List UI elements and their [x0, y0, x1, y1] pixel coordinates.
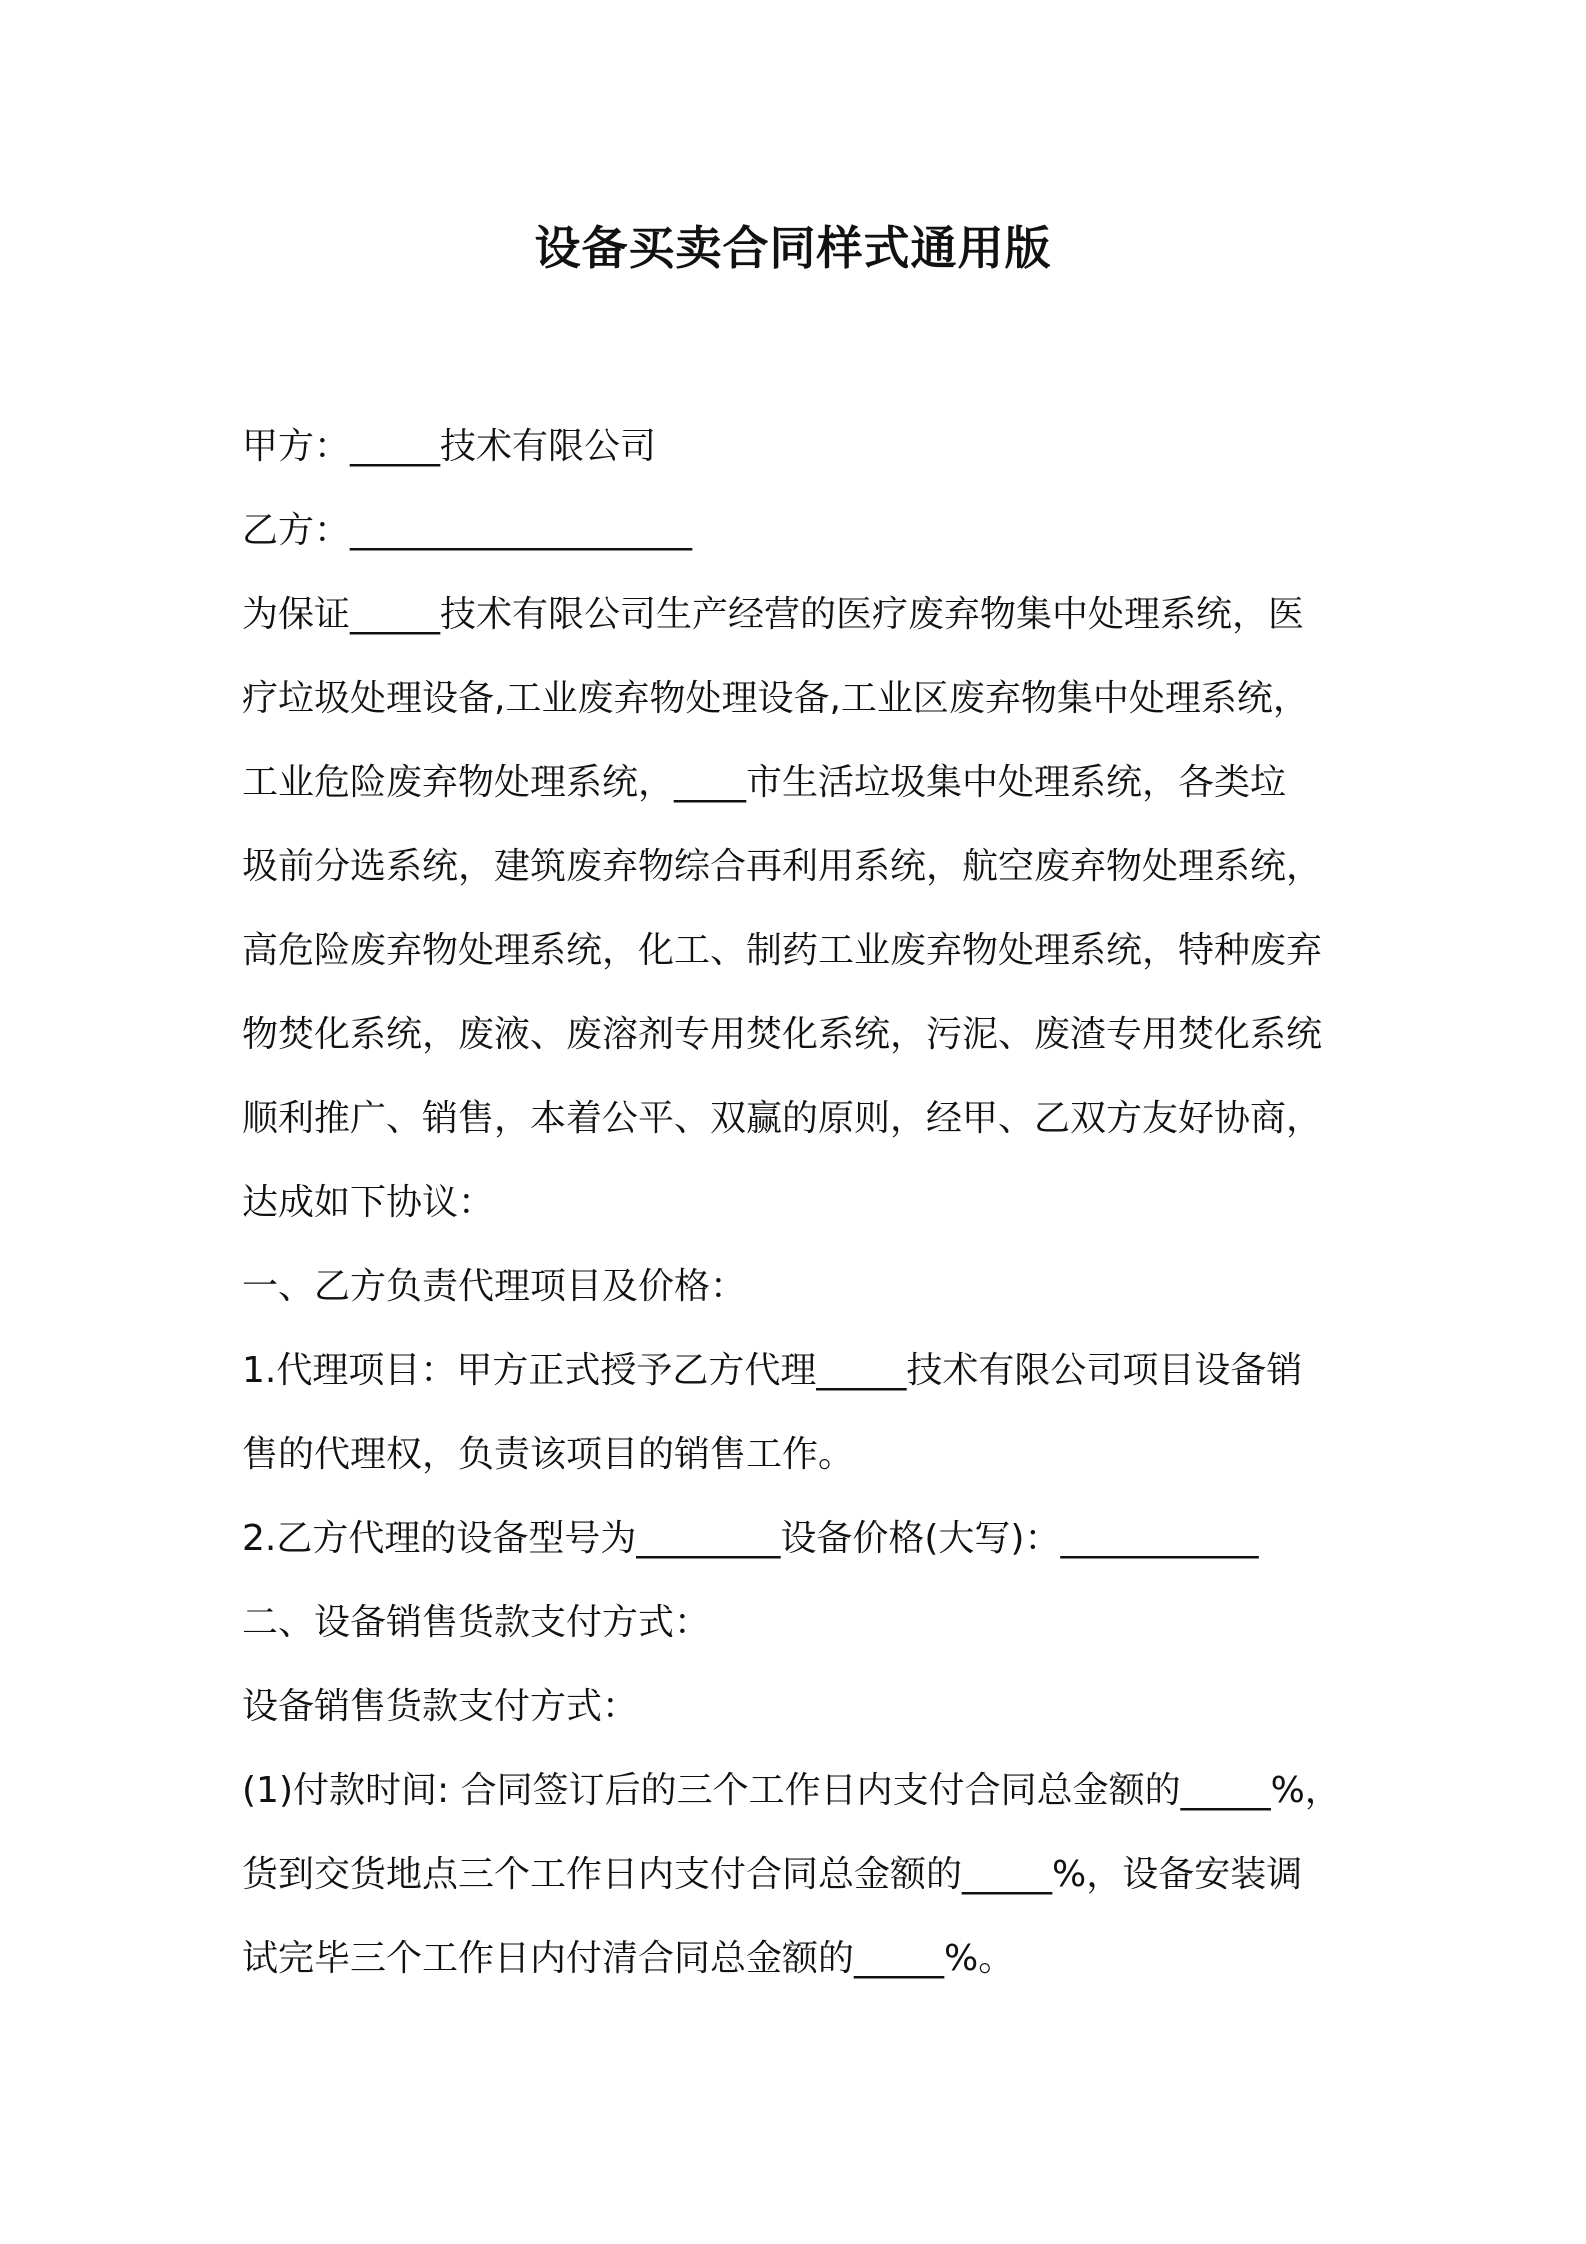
preamble-line: 圾前分选系统，建筑废弃物综合再利用系统，航空废弃物处理系统，: [242, 846, 1323, 887]
preamble-line: 顺利推广、销售，本着公平、双赢的原则，经甲、乙双方友好协商，: [242, 1098, 1323, 1139]
preamble-line: 达成如下协议：: [242, 1182, 495, 1223]
preamble-line: 高危险废弃物处理系统，化工、制药工业废弃物处理系统，特种废弃: [242, 930, 1323, 971]
clause-line: 售的代理权，负责该项目的销售工作。: [242, 1434, 855, 1475]
clause-line: 货到交货地点三个工作日内支付合同总金额的_____%，设备安装调: [242, 1854, 1303, 1895]
preamble-line: 物焚化系统，废液、废溶剂专用焚化系统，污泥、废渣专用焚化系统: [242, 1014, 1323, 1055]
section-heading: 一、乙方负责代理项目及价格：: [242, 1266, 747, 1307]
preamble-line: 为保证_____技术有限公司生产经营的医疗废弃物集中处理系统，医: [242, 594, 1305, 635]
clause-line: 1.代理项目：甲方正式授予乙方代理_____技术有限公司项目设备销: [242, 1350, 1303, 1391]
clause-line: (1)付款时间: 合同签订后的三个工作日内支付合同总金额的_____%，: [242, 1770, 1341, 1811]
document-title: 设备买卖合同样式通用版: [534, 221, 1052, 275]
preamble-line: 工业危险废弃物处理系统，____市生活垃圾集中处理系统，各类垃: [242, 762, 1287, 803]
party-a-line: 甲方：_____技术有限公司: [242, 426, 657, 467]
document-body: [242, 405, 1352, 2001]
clause-line: 设备销售货款支付方式：: [242, 1686, 639, 1727]
party-b-line: 乙方：___________________: [242, 510, 693, 551]
clause-line: 2.乙方代理的设备型号为________设备价格(大写)：___________: [242, 1518, 1259, 1559]
clause-line: 试完毕三个工作日内付清合同总金额的_____%。: [242, 1938, 1015, 1979]
section-heading: 二、设备销售货款支付方式：: [242, 1602, 711, 1643]
preamble-line: 疗垃圾处理设备,工业废弃物处理设备,工业区废弃物集中处理系统，: [242, 678, 1309, 719]
